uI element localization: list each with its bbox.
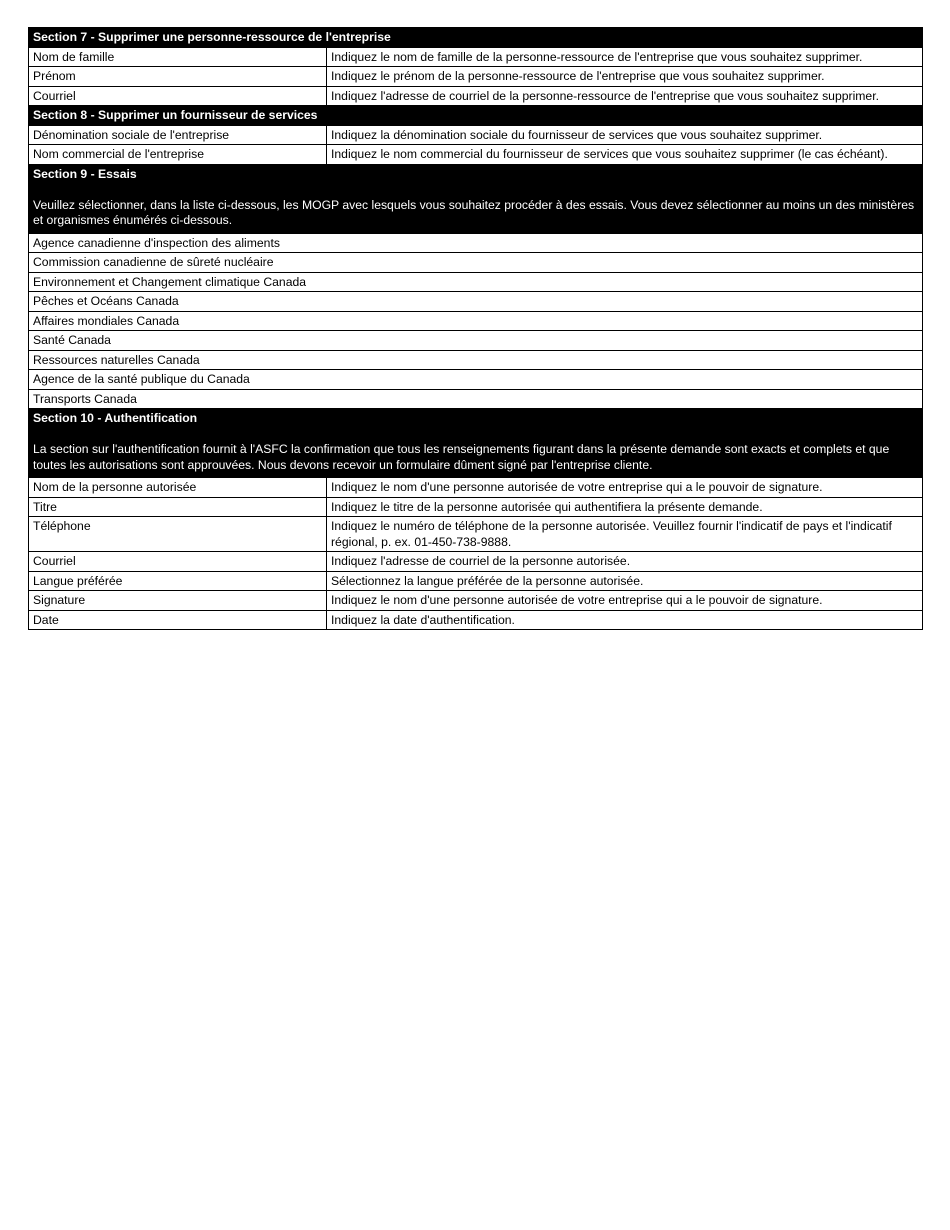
- field-description: Indiquez le prénom de la personne-ressource de l'entreprise que vous souhaitez supprimer.: [327, 67, 923, 87]
- field-label: Prénom: [29, 67, 327, 87]
- field-description: Indiquez le nom d'une personne autorisée de votre entreprise qui a le pouvoir de signature.: [327, 591, 923, 611]
- agency-name: Affaires mondiales Canada: [29, 311, 923, 331]
- section-8-header: [29, 106, 923, 126]
- field-label: Courriel: [29, 86, 327, 106]
- list-item: [29, 370, 923, 390]
- field-label: Nom commercial de l'entreprise: [29, 145, 327, 165]
- section-10-description: La section sur l'authentification fournit à l'ASFC la confirmation que tous les renseignements figurant dans la présente demande sont exacts et complets et que toutes les autorisations sont approuvées. Nous devons recevoir un formulaire dûment signé par l'entreprise cliente.: [33, 442, 890, 472]
- table-row: [29, 145, 923, 165]
- field-description: Indiquez le titre de la personne autorisée qui authentifiera la présente demande.: [327, 497, 923, 517]
- field-description: Indiquez la dénomination sociale du fournisseur de services que vous souhaitez supprimer.: [327, 125, 923, 145]
- table-row: [29, 517, 923, 552]
- table-row: [29, 125, 923, 145]
- list-item: [29, 253, 923, 273]
- field-label: Nom de famille: [29, 47, 327, 67]
- field-description: Indiquez la date d'authentification.: [327, 610, 923, 630]
- section-8-title: Section 8 - Supprimer un fournisseur de services: [29, 106, 923, 126]
- field-description: Indiquez le nom commercial du fournisseur de services que vous souhaitez supprimer (le cas échéant).: [327, 145, 923, 165]
- field-description: Indiquez le nom de famille de la personne-ressource de l'entreprise que vous souhaitez supprimer.: [327, 47, 923, 67]
- field-label: Dénomination sociale de l'entreprise: [29, 125, 327, 145]
- table-row: [29, 47, 923, 67]
- table-row: [29, 571, 923, 591]
- field-label: Téléphone: [29, 517, 327, 552]
- table-row: [29, 497, 923, 517]
- field-label: Signature: [29, 591, 327, 611]
- table-row: [29, 478, 923, 498]
- agency-name: Commission canadienne de sûreté nucléaire: [29, 253, 923, 273]
- section-7-header: [29, 28, 923, 48]
- list-item: [29, 292, 923, 312]
- agency-name: Santé Canada: [29, 331, 923, 351]
- agency-name: Agence canadienne d'inspection des aliments: [29, 233, 923, 253]
- agency-name: Pêches et Océans Canada: [29, 292, 923, 312]
- table-row: [29, 552, 923, 572]
- agency-name: Environnement et Changement climatique Canada: [29, 272, 923, 292]
- table-row: [29, 610, 923, 630]
- table-row: [29, 591, 923, 611]
- field-label: Courriel: [29, 552, 327, 572]
- field-description: Indiquez le numéro de téléphone de la personne autorisée. Veuillez fournir l'indicatif de pays et l'indicatif régional, p. ex. 01-450-738-9888.: [327, 517, 923, 552]
- list-item: [29, 272, 923, 292]
- table-row: [29, 67, 923, 87]
- table-row: [29, 86, 923, 106]
- list-item: [29, 311, 923, 331]
- section-10-header: [29, 409, 923, 478]
- list-item: [29, 331, 923, 351]
- field-label: Nom de la personne autorisée: [29, 478, 327, 498]
- agency-name: Transports Canada: [29, 389, 923, 409]
- agency-name: Ressources naturelles Canada: [29, 350, 923, 370]
- instructions-table: [28, 27, 923, 630]
- section-10-title: Section 10 - Authentification: [33, 411, 198, 425]
- field-description: Indiquez le nom d'une personne autorisée de votre entreprise qui a le pouvoir de signature.: [327, 478, 923, 498]
- field-label: Langue préférée: [29, 571, 327, 591]
- section-9-header: [29, 164, 923, 233]
- section-7-title: Section 7 - Supprimer une personne-ressource de l'entreprise: [29, 28, 923, 48]
- section-9-title: Section 9 - Essais: [33, 166, 137, 181]
- agency-name: Agence de la santé publique du Canada: [29, 370, 923, 390]
- list-item: [29, 389, 923, 409]
- field-description: Sélectionnez la langue préférée de la personne autorisée.: [327, 571, 923, 591]
- field-description: Indiquez l'adresse de courriel de la personne-ressource de l'entreprise que vous souhaitez supprimer.: [327, 86, 923, 106]
- field-label: Titre: [29, 497, 327, 517]
- list-item: [29, 233, 923, 253]
- list-item: [29, 350, 923, 370]
- field-label: Date: [29, 610, 327, 630]
- field-description: Indiquez l'adresse de courriel de la personne autorisée.: [327, 552, 923, 572]
- section-9-description: Veuillez sélectionner, dans la liste ci-dessous, les MOGP avec lesquels vous souhaitez procéder à des essais. Vous devez sélectionner au moins un des ministères et organismes énumérés ci-dessous.: [33, 197, 915, 227]
